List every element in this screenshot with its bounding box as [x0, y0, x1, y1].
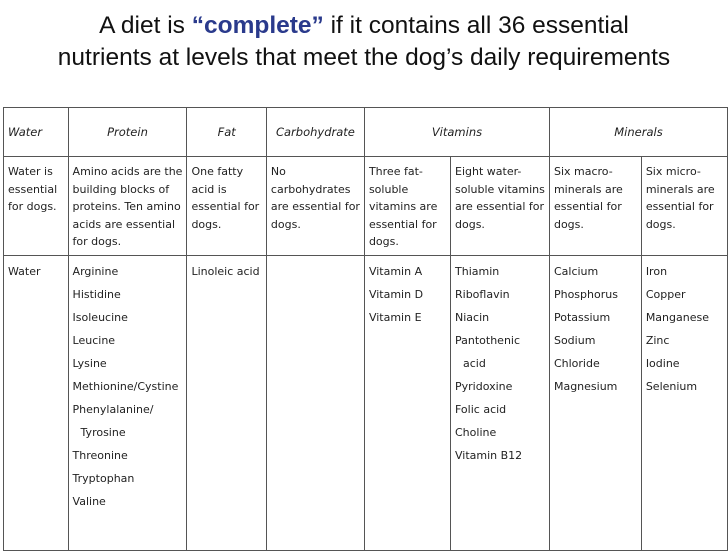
- slide-title: [0, 10, 728, 74]
- nutrient-item: Vitamin B12: [455, 449, 523, 462]
- description-line: dogs.: [645, 217, 676, 231]
- nutrient-item: Calcium: [553, 265, 599, 278]
- nutrient-item: Vitamin A: [368, 265, 423, 278]
- nutrient-item: Riboflavin: [455, 288, 510, 301]
- description-cell-water: [4, 157, 69, 256]
- nutrient-item: Histidine: [72, 288, 121, 301]
- description-line: vitamins are: [368, 200, 438, 213]
- header-vitamins: Vitamins: [364, 108, 549, 157]
- description-line: are essential for: [455, 200, 545, 213]
- description-line: soluble vitamins: [455, 182, 545, 196]
- nutrient-item: Phosphorus: [553, 288, 618, 301]
- description-line: acid is: [191, 182, 227, 196]
- nutrient-item: Manganese: [645, 311, 709, 324]
- description-cell-fat: [187, 157, 266, 256]
- description-line: minerals are: [553, 182, 623, 196]
- nutrient-item: Tryptophan: [72, 472, 135, 485]
- description-line: proteins. Ten amino: [72, 200, 181, 213]
- title-line-2: nutrients at levels that meet the dog’s daily requirements: [57, 44, 671, 71]
- nutrient-item: Valine: [72, 495, 106, 508]
- nutrients-table: [3, 107, 728, 551]
- nutrient-list-row: [4, 256, 728, 551]
- nutrient-item: Chloride: [553, 357, 600, 370]
- description-cell-macro-minerals: [549, 157, 641, 256]
- nutrient-item: Arginine: [72, 265, 119, 278]
- title-prefix: A diet is: [99, 12, 192, 39]
- description-line: Six micro-: [645, 165, 701, 178]
- nutrient-item: Lysine: [72, 357, 107, 370]
- description-line: essential for: [553, 200, 622, 213]
- nutrient-item: Sodium: [553, 334, 596, 347]
- description-line: dogs.: [455, 217, 485, 231]
- description-line: Three fat-: [368, 165, 423, 178]
- nutrient-list-carbohydrate: [266, 256, 364, 551]
- description-cell-micro-minerals: [641, 157, 727, 256]
- description-line: Water is: [8, 165, 53, 178]
- nutrient-item: Iodine: [645, 357, 680, 370]
- nutrient-item: Choline: [455, 426, 497, 439]
- nutrient-item: Water: [8, 265, 41, 278]
- description-cell-protein: [68, 157, 187, 256]
- description-line: for dogs.: [8, 200, 57, 213]
- description-line: essential for: [191, 200, 260, 213]
- nutrient-item: acid: [463, 357, 486, 370]
- description-cell-fat-soluble-vitamins: [364, 157, 450, 256]
- description-line: soluble: [368, 182, 409, 196]
- header-fat: Fat: [187, 108, 266, 157]
- nutrient-item: Thiamin: [455, 265, 500, 278]
- header-minerals: Minerals: [549, 108, 727, 157]
- description-line: carbohydrates: [270, 182, 351, 196]
- nutrient-item: Niacin: [455, 311, 490, 324]
- nutrient-item: Threonine: [72, 449, 128, 462]
- nutrient-item: Folic acid: [455, 403, 507, 416]
- nutrient-item: Pyridoxine: [455, 380, 513, 393]
- nutrient-item: Pantothenic: [455, 334, 521, 347]
- title-emphasis: “complete”: [191, 12, 324, 39]
- nutrient-list-macro-minerals: [549, 256, 641, 551]
- description-line: dogs.: [191, 217, 222, 231]
- nutrient-item: Zinc: [645, 334, 670, 347]
- header-carbohydrate: Carbohydrate: [266, 108, 364, 157]
- description-line: essential for: [368, 217, 437, 231]
- description-line: One fatty: [191, 165, 244, 178]
- description-line: building blocks of: [72, 182, 170, 196]
- description-line: essential for: [645, 200, 714, 213]
- header-water: Water: [4, 108, 69, 157]
- description-line: Six macro-: [553, 165, 613, 178]
- nutrient-list-fat: [187, 256, 266, 551]
- nutrient-item: Methionine/Cystine: [72, 380, 179, 393]
- nutrient-item: Copper: [645, 288, 686, 301]
- description-line: dogs.: [368, 235, 399, 248]
- description-line: acids are essential: [72, 217, 176, 231]
- nutrient-item: Iron: [645, 265, 668, 278]
- header-protein: Protein: [68, 108, 187, 157]
- nutrient-item: Linoleic acid: [191, 265, 260, 278]
- description-line: dogs.: [270, 217, 301, 231]
- title-suffix: if it contains all 36 essential: [323, 12, 629, 39]
- description-line: minerals are: [645, 182, 715, 196]
- description-line: Eight water-: [455, 165, 522, 178]
- description-cell-water-soluble-vitamins: [451, 157, 550, 256]
- nutrient-item: Potassium: [553, 311, 611, 324]
- nutrient-item: Isoleucine: [72, 311, 128, 324]
- title-line-1: [0, 10, 728, 42]
- nutrient-item: Leucine: [72, 334, 116, 347]
- nutrient-list-protein: [68, 256, 187, 551]
- nutrient-list-fat-soluble-vitamins: [364, 256, 450, 551]
- nutrient-item: Magnesium: [553, 380, 618, 393]
- header-row: [4, 108, 728, 157]
- nutrient-item: Tyrosine: [80, 426, 126, 439]
- nutrient-list-water: [4, 256, 69, 551]
- description-line: are essential for: [270, 200, 360, 213]
- description-line: for dogs.: [72, 235, 122, 248]
- nutrient-item: Selenium: [645, 380, 698, 393]
- description-cell-carbohydrate: [266, 157, 364, 256]
- description-row: [4, 157, 728, 256]
- description-line: essential: [8, 182, 58, 196]
- nutrient-item: Vitamin D: [368, 288, 424, 301]
- nutrient-list-water-soluble-vitamins: [451, 256, 550, 551]
- nutrient-item: Vitamin E: [368, 311, 422, 324]
- nutrient-item: Phenylalanine/: [72, 403, 154, 416]
- description-line: No: [270, 165, 286, 178]
- description-line: Amino acids are the: [72, 165, 183, 178]
- nutrient-list-micro-minerals: [641, 256, 727, 551]
- description-line: dogs.: [553, 217, 584, 231]
